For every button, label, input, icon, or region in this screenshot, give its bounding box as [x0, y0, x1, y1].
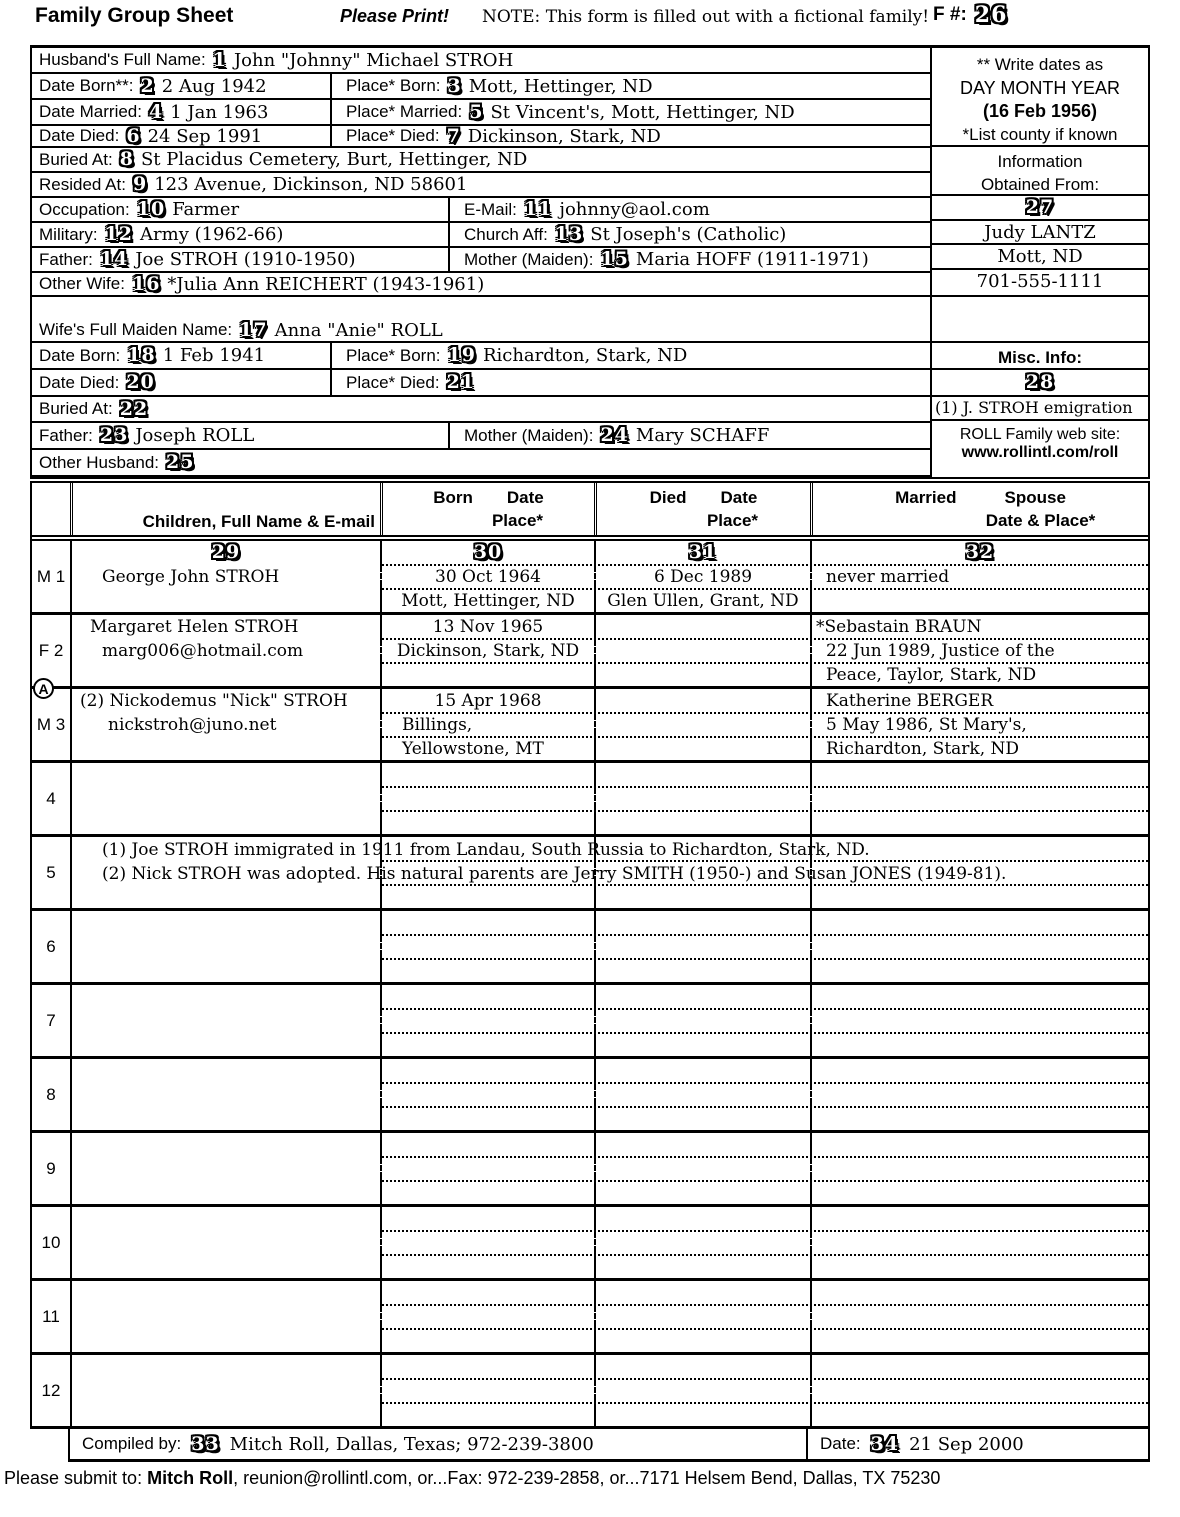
- field-label: Date Died:: [39, 126, 120, 145]
- child-name: Margaret Helen STROH: [90, 617, 299, 637]
- died-column-header: [594, 483, 810, 535]
- mother-cell: [457, 423, 930, 448]
- compiled-date-value: 21 Sep 2000: [909, 1433, 1024, 1455]
- husband-name-row: [32, 48, 930, 74]
- children-table: [30, 483, 1150, 1429]
- husband-buried-row: [32, 148, 930, 173]
- field-label: Place* Died:: [346, 126, 440, 145]
- field-number: 8: [119, 148, 134, 170]
- field-number: 27: [1025, 196, 1055, 218]
- field-number: 12: [104, 223, 134, 245]
- field-label: Husband's Full Name:: [39, 50, 206, 69]
- field-number: 13: [554, 223, 584, 245]
- field-label: Date Born**:: [39, 76, 134, 95]
- blank-row: [32, 297, 930, 319]
- child-row-3: [32, 681, 1148, 763]
- child-row-number: 7: [46, 1010, 56, 1030]
- dotted-line: [382, 712, 1148, 714]
- wife-born-row: [32, 343, 930, 370]
- field-label: Place* Born:: [346, 76, 441, 95]
- born-place-word: Place*: [491, 511, 544, 530]
- field-label: Other Wife:: [39, 274, 125, 293]
- field-value: St Vincent's, Mott, Hettinger, ND: [490, 101, 795, 123]
- field-value: 24 Sep 1991: [147, 125, 263, 147]
- field-number: 19: [447, 344, 476, 366]
- field-number: 31: [688, 541, 718, 563]
- field-number: 3: [447, 74, 462, 97]
- married-place: Peace, Taylor, Stark, ND: [826, 665, 1037, 685]
- compiled-date-cell: [806, 1429, 1148, 1459]
- child-sex-number: A M 3: [32, 689, 70, 760]
- field-label: Buried At:: [39, 149, 113, 169]
- church-cell: [457, 223, 930, 246]
- field-number: 32: [965, 541, 995, 563]
- married-column-header: [810, 483, 1148, 535]
- husband-parents-row: [32, 248, 930, 273]
- website-url: www.rollintl.com/roll: [961, 444, 1119, 461]
- field-number: 16: [131, 272, 161, 295]
- child-sex-number: F 2: [38, 640, 64, 660]
- child-married-cell: [810, 689, 1148, 760]
- misc-note: (1) J. STROH emigration: [932, 397, 1148, 421]
- place-born-cell: [339, 74, 930, 98]
- family-notes: [102, 838, 1140, 886]
- born-date-word: Date: [506, 488, 544, 507]
- field-number: 11: [523, 198, 553, 220]
- child-email: marg006@hotmail.com: [102, 641, 304, 661]
- child-born-cell: [380, 541, 594, 612]
- spouse-name: Katherine BERGER: [826, 691, 994, 711]
- father-cell: [32, 248, 450, 271]
- dotted-line: [382, 662, 1148, 664]
- info-obtained-line1: Information: [997, 152, 1083, 171]
- born-column-header: [380, 483, 594, 535]
- place-died-cell: [339, 370, 930, 395]
- row-label-header: [32, 483, 70, 535]
- married-place-word: Date & Place*: [985, 511, 1096, 530]
- husband-other-wife-row: [32, 273, 930, 297]
- main-column: [32, 48, 930, 477]
- field-number: 23: [99, 424, 129, 446]
- married-date-place: 5 May 1986, St Mary's,: [826, 715, 1027, 735]
- page-title: Family Group Sheet: [35, 4, 234, 27]
- field-number: 18: [127, 344, 156, 366]
- form-number-label: F #:: [933, 4, 967, 25]
- field-label: Place* Married:: [346, 102, 463, 121]
- children-column-title: Children, Full Name & E-mail: [142, 512, 375, 531]
- field-value: John "Johnny" Michael STROH: [233, 49, 514, 71]
- child-row-5: [32, 837, 1148, 911]
- submit-contact-name: Mitch Roll: [147, 1468, 234, 1488]
- field-label: Father:: [39, 249, 93, 269]
- child-row-number: 10: [41, 1232, 61, 1252]
- write-dates-line4: *List county if known: [962, 124, 1118, 144]
- born-place: Dickinson, Stark, ND: [396, 641, 580, 661]
- field-number: 1: [212, 48, 227, 71]
- child-died-cell: [594, 541, 810, 612]
- field-value: Maria HOFF (1911-1971): [635, 249, 869, 270]
- field-label: Other Husband:: [39, 452, 160, 472]
- date-born-cell: [32, 74, 332, 98]
- upper-form: [30, 45, 1150, 477]
- compiled-by-cell: [70, 1429, 806, 1459]
- field-label: Resided At:: [39, 174, 126, 194]
- field-number: 14: [99, 248, 129, 270]
- husband-born-row: [32, 74, 930, 100]
- field-value: 123 Avenue, Dickinson, ND 58601: [154, 174, 468, 195]
- child-married-cell: [810, 615, 1148, 686]
- field-label: E-Mail:: [464, 199, 517, 219]
- dotted-line: [382, 564, 1148, 566]
- date-died-cell: [32, 370, 332, 395]
- child-name-cell: [70, 615, 380, 686]
- child-email: nickstroh@juno.net: [108, 715, 277, 735]
- field-number: 7: [446, 124, 461, 147]
- field-value: St Placidus Cemetery, Burt, Hettinger, ND: [140, 149, 528, 170]
- field-label: Place* Born:: [346, 345, 441, 365]
- field-number: 4: [148, 100, 164, 123]
- field-value: Dickinson, Stark, ND: [467, 125, 661, 147]
- field-number: 10: [136, 198, 166, 220]
- child-married-cell: [810, 541, 1148, 612]
- field-number: 24: [600, 424, 629, 446]
- field-number: 2: [140, 74, 155, 97]
- mother-cell: [457, 248, 930, 271]
- died-place: Glen Ullen, Grant, ND: [607, 591, 799, 611]
- child-name-cell: [70, 541, 380, 612]
- field-number: 25: [166, 451, 195, 473]
- info-obtained-line2: Obtained From:: [980, 174, 1100, 194]
- born-date: 30 Oct 1964: [435, 567, 541, 587]
- compiled-by-label: Compiled by:: [82, 1434, 182, 1453]
- child-row-number: 4: [46, 788, 56, 808]
- spouse-name: *Sebastain BRAUN: [816, 617, 982, 637]
- field-label: Mother (Maiden):: [464, 425, 594, 445]
- military-cell: [32, 223, 450, 246]
- field-number: 28: [1025, 371, 1055, 393]
- info-number-cell: [932, 196, 1148, 221]
- write-dates-cell: [932, 48, 1148, 147]
- wife-died-row: [32, 370, 930, 397]
- submit-details: , reunion@rollintl.com, or...Fax: 972-239-2858, or...7171 Helsem Bend, Dallas, TX 75230: [233, 1468, 941, 1488]
- died-date-word: Date: [720, 488, 758, 507]
- info-sidebar: [930, 48, 1148, 477]
- field-value: Joe STROH (1910-1950): [135, 249, 356, 270]
- website-cell: [932, 421, 1148, 477]
- field-number: 22: [119, 397, 149, 420]
- wife-other-husband-row: [32, 450, 930, 477]
- field-label: Father:: [39, 425, 93, 445]
- dotted-line: [382, 736, 1148, 738]
- husband-military-row: [32, 223, 930, 248]
- write-dates-line3: (16 Feb 1956): [982, 101, 1098, 122]
- write-dates-line1: ** Write dates as: [976, 55, 1104, 74]
- circled-a-annotation: A: [33, 678, 54, 699]
- married-place: Richardton, Stark, ND: [826, 739, 1020, 759]
- born-place: Mott, Hettinger, ND: [401, 591, 575, 611]
- place-married-cell: [339, 100, 930, 124]
- info-obtained-cell: [932, 147, 1148, 196]
- wife-name-row: [32, 319, 930, 343]
- child-row-number: 5: [46, 862, 56, 882]
- please-print-note: Please Print!: [340, 6, 450, 26]
- info-source-name: Judy LANTZ: [932, 221, 1148, 245]
- field-label: Military:: [39, 224, 98, 244]
- field-label: Date Married:: [39, 102, 142, 121]
- died-place-word: Place*: [706, 511, 759, 530]
- married-word: Married: [895, 488, 957, 507]
- child-row-8: [32, 1059, 1148, 1133]
- field-value: St Joseph's (Catholic): [590, 224, 787, 245]
- husband-died-row: [32, 126, 930, 148]
- write-dates-line2: DAY MONTH YEAR: [959, 77, 1121, 98]
- child-died-cell: [594, 615, 810, 686]
- child-born-cell: [380, 615, 594, 686]
- field-value: 1 Jan 1963: [170, 101, 269, 123]
- field-number: 21: [446, 371, 476, 393]
- husband-married-row: [32, 100, 930, 126]
- info-source-place: Mott, ND: [932, 245, 1148, 270]
- field-label: Mother (Maiden):: [464, 249, 594, 269]
- child-name: (2) Nickodemus "Nick" STROH: [80, 691, 348, 711]
- child-row-number: 9: [46, 1158, 56, 1178]
- occupation-cell: [32, 198, 450, 221]
- field-number: 15: [600, 248, 629, 270]
- child-name: George John STROH: [102, 567, 280, 587]
- email-cell: [457, 198, 930, 221]
- field-number: 30: [473, 541, 503, 563]
- husband-occupation-row: [32, 198, 930, 223]
- born-place-line2: Yellowstone, MT: [402, 739, 544, 759]
- married-date-place: 22 Jun 1989, Justice of the: [826, 641, 1055, 661]
- info-source-phone: 701-555-1111: [932, 270, 1148, 297]
- field-value: 1 Feb 1941: [162, 345, 266, 366]
- child-row-7: [32, 985, 1148, 1059]
- field-value: Richardton, Stark, ND: [482, 345, 688, 366]
- married-info: never married: [826, 567, 950, 587]
- child-row-4: [32, 763, 1148, 837]
- compiled-by-value: Mitch Roll, Dallas, Texas; 972-239-3800: [229, 1433, 594, 1455]
- child-row-10: [32, 1207, 1148, 1281]
- children-table-header: [32, 483, 1148, 535]
- field-value: *Julia Ann REICHERT (1943-1961): [167, 273, 485, 295]
- place-died-cell: [339, 126, 930, 146]
- field-label: Place* Died:: [346, 372, 440, 392]
- born-place-line1: Billings,: [402, 715, 473, 735]
- child-row-number: 6: [46, 936, 56, 956]
- compiled-by-row: [68, 1429, 1150, 1462]
- field-value: Anna "Anie" ROLL: [274, 319, 443, 341]
- field-value: 2 Aug 1942: [161, 75, 267, 97]
- child-row-number: 8: [46, 1084, 56, 1104]
- children-column-header: [70, 483, 380, 535]
- field-number: 9: [132, 173, 148, 195]
- field-number: 33: [191, 1432, 220, 1455]
- date-married-cell: [32, 100, 332, 124]
- died-date: 6 Dec 1989: [653, 567, 753, 587]
- field-number: 17: [239, 318, 268, 341]
- submit-instructions: [4, 1468, 1178, 1489]
- born-date: 13 Nov 1965: [432, 617, 544, 637]
- child-row-2: [32, 615, 1148, 689]
- field-label: Buried At:: [39, 399, 113, 418]
- sidebar-blank-cell: [932, 297, 1148, 343]
- field-number: 29: [211, 541, 241, 563]
- date-born-cell: [32, 343, 332, 368]
- field-value: Farmer: [172, 199, 240, 220]
- wife-parents-row: [32, 423, 930, 450]
- child-name-cell: [70, 689, 380, 760]
- died-word: Died: [649, 488, 687, 507]
- place-born-cell: [339, 343, 930, 368]
- child-row-9: [32, 1133, 1148, 1207]
- date-died-cell: [32, 126, 332, 146]
- fictional-family-note: NOTE: This form is filled out with a fictional family!: [482, 7, 930, 27]
- child-born-cell: [380, 689, 594, 760]
- field-value: Army (1962-66): [140, 224, 284, 245]
- field-label: Date Born:: [39, 345, 121, 365]
- field-value: Mott, Hettinger, ND: [468, 75, 653, 97]
- spouse-word: Spouse: [1004, 488, 1066, 507]
- child-row-6: [32, 911, 1148, 985]
- field-number: 5: [469, 100, 484, 123]
- field-number: 34: [870, 1432, 900, 1455]
- submit-prefix: Please submit to:: [4, 1468, 148, 1488]
- born-word: Born: [433, 488, 473, 507]
- field-label: Church Aff:: [464, 224, 548, 244]
- dotted-line: [382, 638, 1148, 640]
- child-row-12: [32, 1355, 1148, 1429]
- child-row-11: [32, 1281, 1148, 1355]
- child-died-cell: [594, 689, 810, 760]
- wife-buried-row: [32, 397, 930, 423]
- note-line-2: (2) Nick STROH was adopted. His natural parents are Jerry SMITH (1950-) and Susan JONES (1949-81).: [102, 864, 1007, 884]
- field-label: Wife's Full Maiden Name:: [39, 320, 233, 339]
- date-label: Date:: [820, 1434, 861, 1453]
- note-line-1: (1) Joe STROH immigrated in 1911 from Landau, South Russia to Richardton, Stark, ND.: [102, 840, 870, 860]
- form-header: [0, 0, 1180, 33]
- father-cell: [32, 423, 450, 448]
- dotted-line: [382, 588, 1148, 590]
- field-label: Date Died:: [39, 372, 120, 392]
- misc-info-label: Misc. Info:: [932, 343, 1148, 370]
- misc-info-number-cell: [932, 370, 1148, 397]
- husband-resided-row: [32, 173, 930, 198]
- born-date: 15 Apr 1968: [434, 691, 542, 711]
- child-row-number: 11: [42, 1306, 60, 1326]
- website-label: ROLL Family web site:: [959, 426, 1121, 443]
- form-number: [933, 4, 1007, 26]
- field-value: johnny@aol.com: [559, 199, 710, 220]
- form-number-value: 26: [974, 2, 1008, 28]
- field-value: Joseph ROLL: [135, 425, 255, 446]
- child-row-number: 12: [41, 1380, 61, 1400]
- field-label: Occupation:: [39, 199, 130, 219]
- field-value: Mary SCHAFF: [635, 425, 770, 446]
- child-row-1: [32, 541, 1148, 615]
- child-sex-number: M 1: [36, 566, 66, 586]
- field-number: 20: [126, 371, 155, 393]
- field-number: 6: [126, 124, 141, 147]
